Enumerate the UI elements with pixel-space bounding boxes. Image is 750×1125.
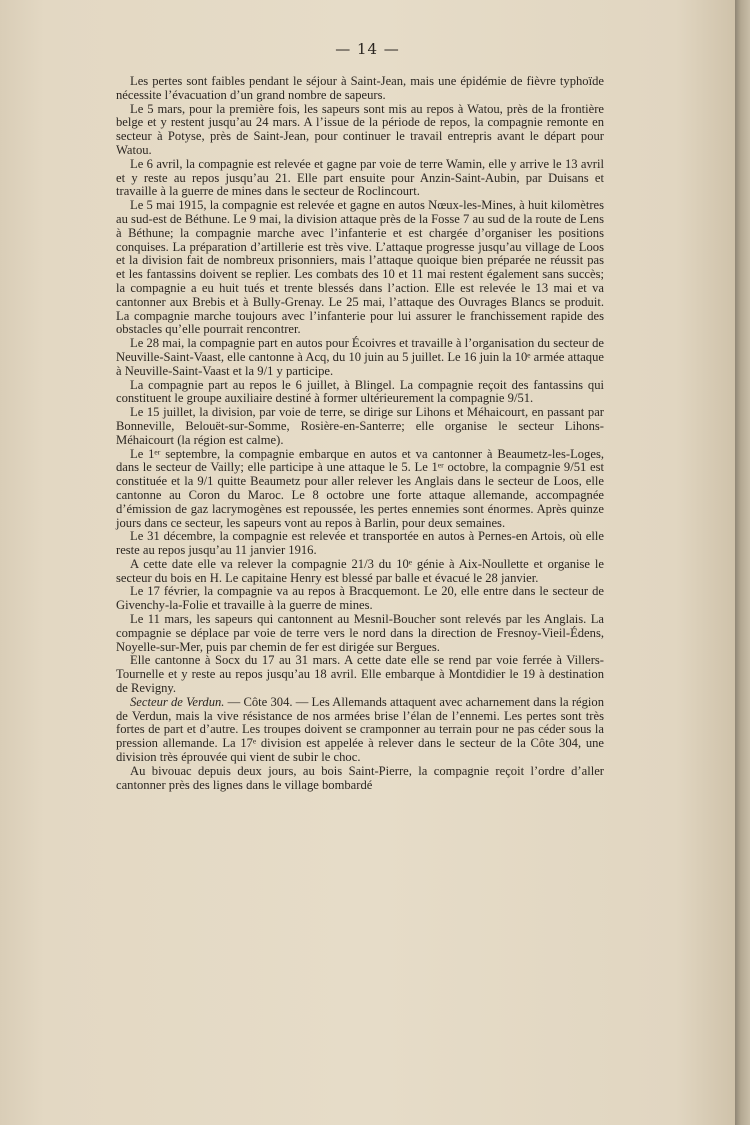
page-number: — 14 — [335,40,400,58]
paragraph: Au bivouac depuis deux jours, au bois Saint-Pierre, la compagnie reçoit l’ordre d’aller cantonner près des lignes dans le village bombardé [116,763,604,792]
paragraph: Le 5 mars, pour la première fois, les sapeurs sont mis au repos à Watou, près de la frontière belge et y restent jusqu’au 24 mars. A l’issue de la période de repos, la compagnie remonte en secteur à Potyse, près de Saint-Jean, pour continuer le travail entrepris avant le départ pour Watou. [116,101,604,157]
verdun-paragraph [116,696,604,765]
paragraph: Le 15 juillet, la division, par voie de terre, se dirige sur Lihons et Méhaicourt, en passant par Bonneville, Belouët-sur-Somme, Rosière-en-Santerre; elle organise le secteur Lihons-Méhaicourt (la région est calme). [116,405,604,447]
paragraph: Les pertes sont faibles pendant le séjour à Saint-Jean, mais une épidémie de fièvre typhoïde nécessite l’évacuation d’un grand nombre de sapeurs. [116,74,604,102]
section-heading: Secteur de Verdun. [130,694,225,709]
paragraph: Le 17 février, la compagnie va au repos à Bracquemont. Le 20, elle entre dans le secteur de Givenchy-la-Folie et travaille à la guerre de mines. [116,584,604,613]
body-text [116,75,604,792]
paragraph: Le 28 mai, la compagnie part en autos pour Écoivres et travaille à l’organisation du secteur de Neuville-Saint-Vaast, elle cantonne à Acq, du 10 juin au 5 juillet. Le 16 juin la 10ᵉ armée attaque à Neuville-Saint-Vaast et la 9/1 y participe. [116,336,604,378]
paragraph: Le 5 mai 1915, la compagnie est relevée et gagne en autos Nœux-les-Mines, à huit kilomètres au sud-est de Béthune. Le 9 mai, la division attaque près de la Fosse 7 au sud de la route de Lens à Béthune; la compagnie marche avec l’infanterie et est chargée d’organiser les positions conquises. La préparation d’artillerie est très vive. L’attaque progresse jusqu’au village de Loos et la division fait de nombreux prisonniers, mais l’attaque quoique bien préparée ne réussit pas et les fantassins doivent se replier. Les combats des 10 et 11 mai restent également sans succès; la compagnie a eu huit tués et trente blessés dans l’action. Elle est relevée le 13 mai et va cantonner aux Brebis et à Bully-Grenay. Le 25 mai, l’attaque des Ouvrages Blancs se produit. La compagnie marche toujours avec l’infanterie pour lui assurer le franchissement rapide des obstacles qu’elle pourrait rencontrer. [116,198,604,337]
paragraph: La compagnie part au repos le 6 juillet, à Blingel. La compagnie reçoit des fantassins qui constituent le groupe auxiliaire destiné à former ultérieurement la compagnie 9/51. [116,377,604,406]
paragraph: Le 6 avril, la compagnie est relevée et gagne par voie de terre Wamin, elle y arrive le 13 avril et y reste au repos jusqu’au 21. Elle part ensuite pour Anzin-Saint-Aubin, par Duisans et travaille à la guerre de mines dans le secteur de Roclincourt. [116,156,604,199]
paragraph: Le 31 décembre, la compagnie est relevée et transportée en autos à Pernes-en Artois, où elle reste au repos jusqu’au 11 janvier 1916. [116,529,604,558]
verdun-text: — Côte 304. — Les Allemands attaquent avec acharnement dans la région de Verdun, mais la vive résistance de nos armées brise l’élan de l’ennemi. Les pertes sont très fortes de part et d’autre. Les troupes doivent se cramponner au terrain pour ne pas céder sous la pression allemande. La 17ᵉ division est appelée à relever dans le secteur de la Côte 304, une division très éprouvée qui vient de subir le choc. [116,694,604,765]
next-page-edge [735,0,750,1125]
paragraph: Le 11 mars, les sapeurs qui cantonnent au Mesnil-Boucher sont relevés par les Anglais. La compagnie se déplace par voie de terre vers le nord dans la direction de Fresnoy-Vieil-Édens, Noyelle-sur-Mer, puis par chemin de fer est dirigée sur Bergues. [116,612,604,654]
paragraph: Elle cantonne à Socx du 17 au 31 mars. A cette date elle se rend par voie ferrée à Villers-Tournelle et y reste au repos jusqu’au 18 avril. Elle embarque à Montdidier le 19 à destination de Revigny. [116,653,604,696]
paragraph: Le 1ᵉʳ septembre, la compagnie embarque en autos et va cantonner à Beaumetz-les-Loges, dans le secteur de Vailly; elle participe à une attaque le 5. Le 1ᵉʳ octobre, la compagnie 9/51 est constituée et la 9/1 quitte Beaumetz pour aller relever les Anglais dans le secteur de Loos, elle cantonne au Coron du Maroc. Le 8 octobre une forte attaque allemande, accompagnée d’émission de gaz lacrymogènes est repoussée, les pertes ennemies sont énormes. Après quinze jours dans ce secteur, les sapeurs vont au repos à Barlin, pour deux semaines. [116,446,604,530]
paragraph: A cette date elle va relever la compagnie 21/3 du 10ᵉ génie à Aix-Noullette et organise le secteur du bois en H. Le capitaine Henry est blessé par balle et évacué le 28 janvier. [116,556,604,585]
